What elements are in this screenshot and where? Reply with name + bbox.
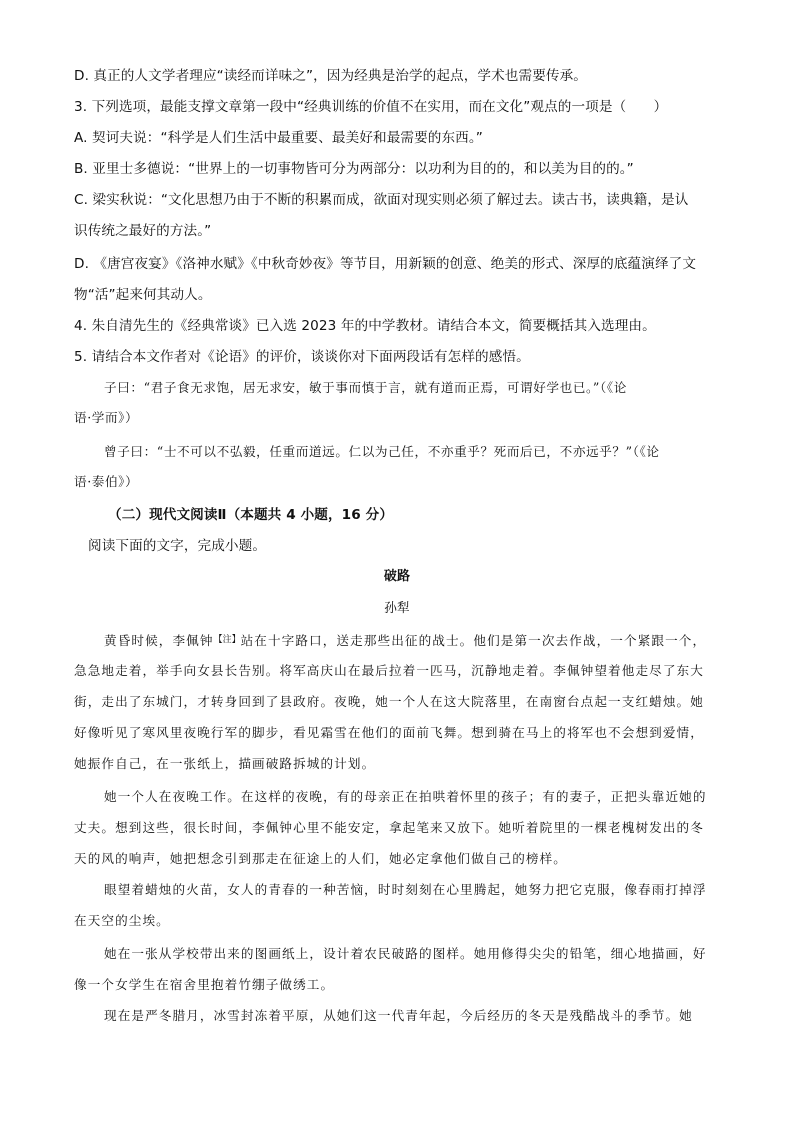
story-title: 破路 [383,569,411,584]
q3-option-b: B. 亚里士多德说：“世界上的一切事物皆可分为两部分：以功利为目的的，和以美为目的的。” [74,161,634,177]
story-paragraph-1-line4: 好像听见了寒风里夜晚行军的脚步，看见霜雪在他们的面前飞舞。想到骑在马上的将军也不会想到爱情， [74,725,704,740]
story-paragraph-1-line5: 她振作自己，在一张纸上，描画破路拆城的计划。 [74,756,376,771]
story-paragraph-3-line1: 眼望着蜡烛的火苗，女人的青春的一种苦恼，时时刻刻在心里腾起，她努力把它克服，像春雨打掉浮 [104,882,707,897]
q4-stem: 4. 朱自清先生的《经典常谈》已入选 2023 年的中学教材。请结合本文，简要概括其入选理由。 [74,318,656,334]
quote-1-line1: 子曰：“君子食无求饱，居无求安，敏于事而慎于言，就有道而正焉，可谓好学也已。”（《论 [104,380,627,395]
footnote-marker: 【注】 [213,635,241,645]
q3-option-a: A. 契诃夫说：“科学是人们生活中最重要、最美好和最需要的东西。” [74,130,483,146]
story-paragraph-1-line1 [104,630,706,651]
story-paragraph-2-line2: 丈夫。想到这些，很长时间，李佩钟心里不能安定，拿起笔来又放下。她听着院里的一棵老槐树发出的冬 [74,820,704,835]
story-author: 孙犁 [384,600,410,615]
story-paragraph-3-line2: 在天空的尘埃。 [74,913,170,928]
section-instruction: 阅读下面的文字，完成小题。 [88,538,267,554]
story-paragraph-1-line2: 急急地走着，举手向女县长告别。将军高庆山在最后拉着一匹马，沉静地走着。李佩钟望着他走尽了东大 [74,663,704,678]
q3-option-d-line2: 物“活”起来何其动人。 [74,287,212,303]
quote-2-line1: 曾子曰：“士不可以不弘毅，任重而道远。仁以为己任，不亦重乎？死而后已，不亦远乎？”（《论 [104,444,660,459]
q3-option-c-line1: C. 梁实秋说：“文化思想乃由于不断的积累而成，欲面对现实则必须了解过去。读古书，读典籍，是认 [74,192,689,208]
story-paragraph-4-line1: 她在一张从学校带出来的图画纸上，设计着农民破路的图样。她用修得尖尖的铅笔，细心地描画，好 [104,946,707,961]
story-paragraph-2-line3: 天的风的响声，她把想念引到那走在征途上的人们，她必定拿他们做自己的榜样。 [74,851,567,866]
section-heading: （二）现代文阅读Ⅱ（本题共 4 小题，16 分） [108,507,394,523]
q3-option-c-line2: 识传统之最好的方法。” [74,223,212,239]
story-paragraph-2-line1: 她一个人在夜晚工作。在这样的夜晚，有的母亲正在拍哄着怀里的孩子；有的妻子，正把头靠近她的 [104,789,707,804]
q5-stem: 5. 请结合本文作者对《论语》的评价，谈谈你对下面两段话有怎样的感悟。 [74,349,530,365]
q3-option-d-line1: D. 《唐宫夜宴》《洛神水赋》《中秋奇妙夜》等节目，用新颖的创意、绝美的形式、深厚的底蕴演绎了文 [74,256,697,272]
q3-stem: 3. 下列选项，最能支撑文章第一段中“经典训练的价值不在实用，而在文化”观点的一项是（ ） [74,99,668,115]
story-p1-text-b: 站在十字路口，送走那些出征的战士。他们是第一次去作战，一个紧跟一个， [240,633,707,648]
q2-option-d: D. 真正的人文学者理应“读经而详味之”，因为经典是治学的起点，学术也需要传承。 [74,68,587,84]
story-paragraph-1-line3: 街，走出了东城门，才转身回到了县政府。夜晚，她一个人在这大院落里，在南窗台点起一支红蜡烛。她 [74,694,704,709]
story-paragraph-4-line2: 像一个女学生在宿舍里抱着竹绷子做绣工。 [74,977,335,992]
quote-1-line2: 语·学而》） [74,410,139,425]
story-p1-text-a: 黄昏时候，李佩钟 [104,633,214,648]
story-paragraph-5-line1: 现在是严冬腊月，冰雪封冻着平原，从她们这一代青年起，今后经历的冬天是残酷战斗的季节。她 [104,1008,693,1023]
quote-2-line2: 语·泰伯》） [74,474,139,489]
